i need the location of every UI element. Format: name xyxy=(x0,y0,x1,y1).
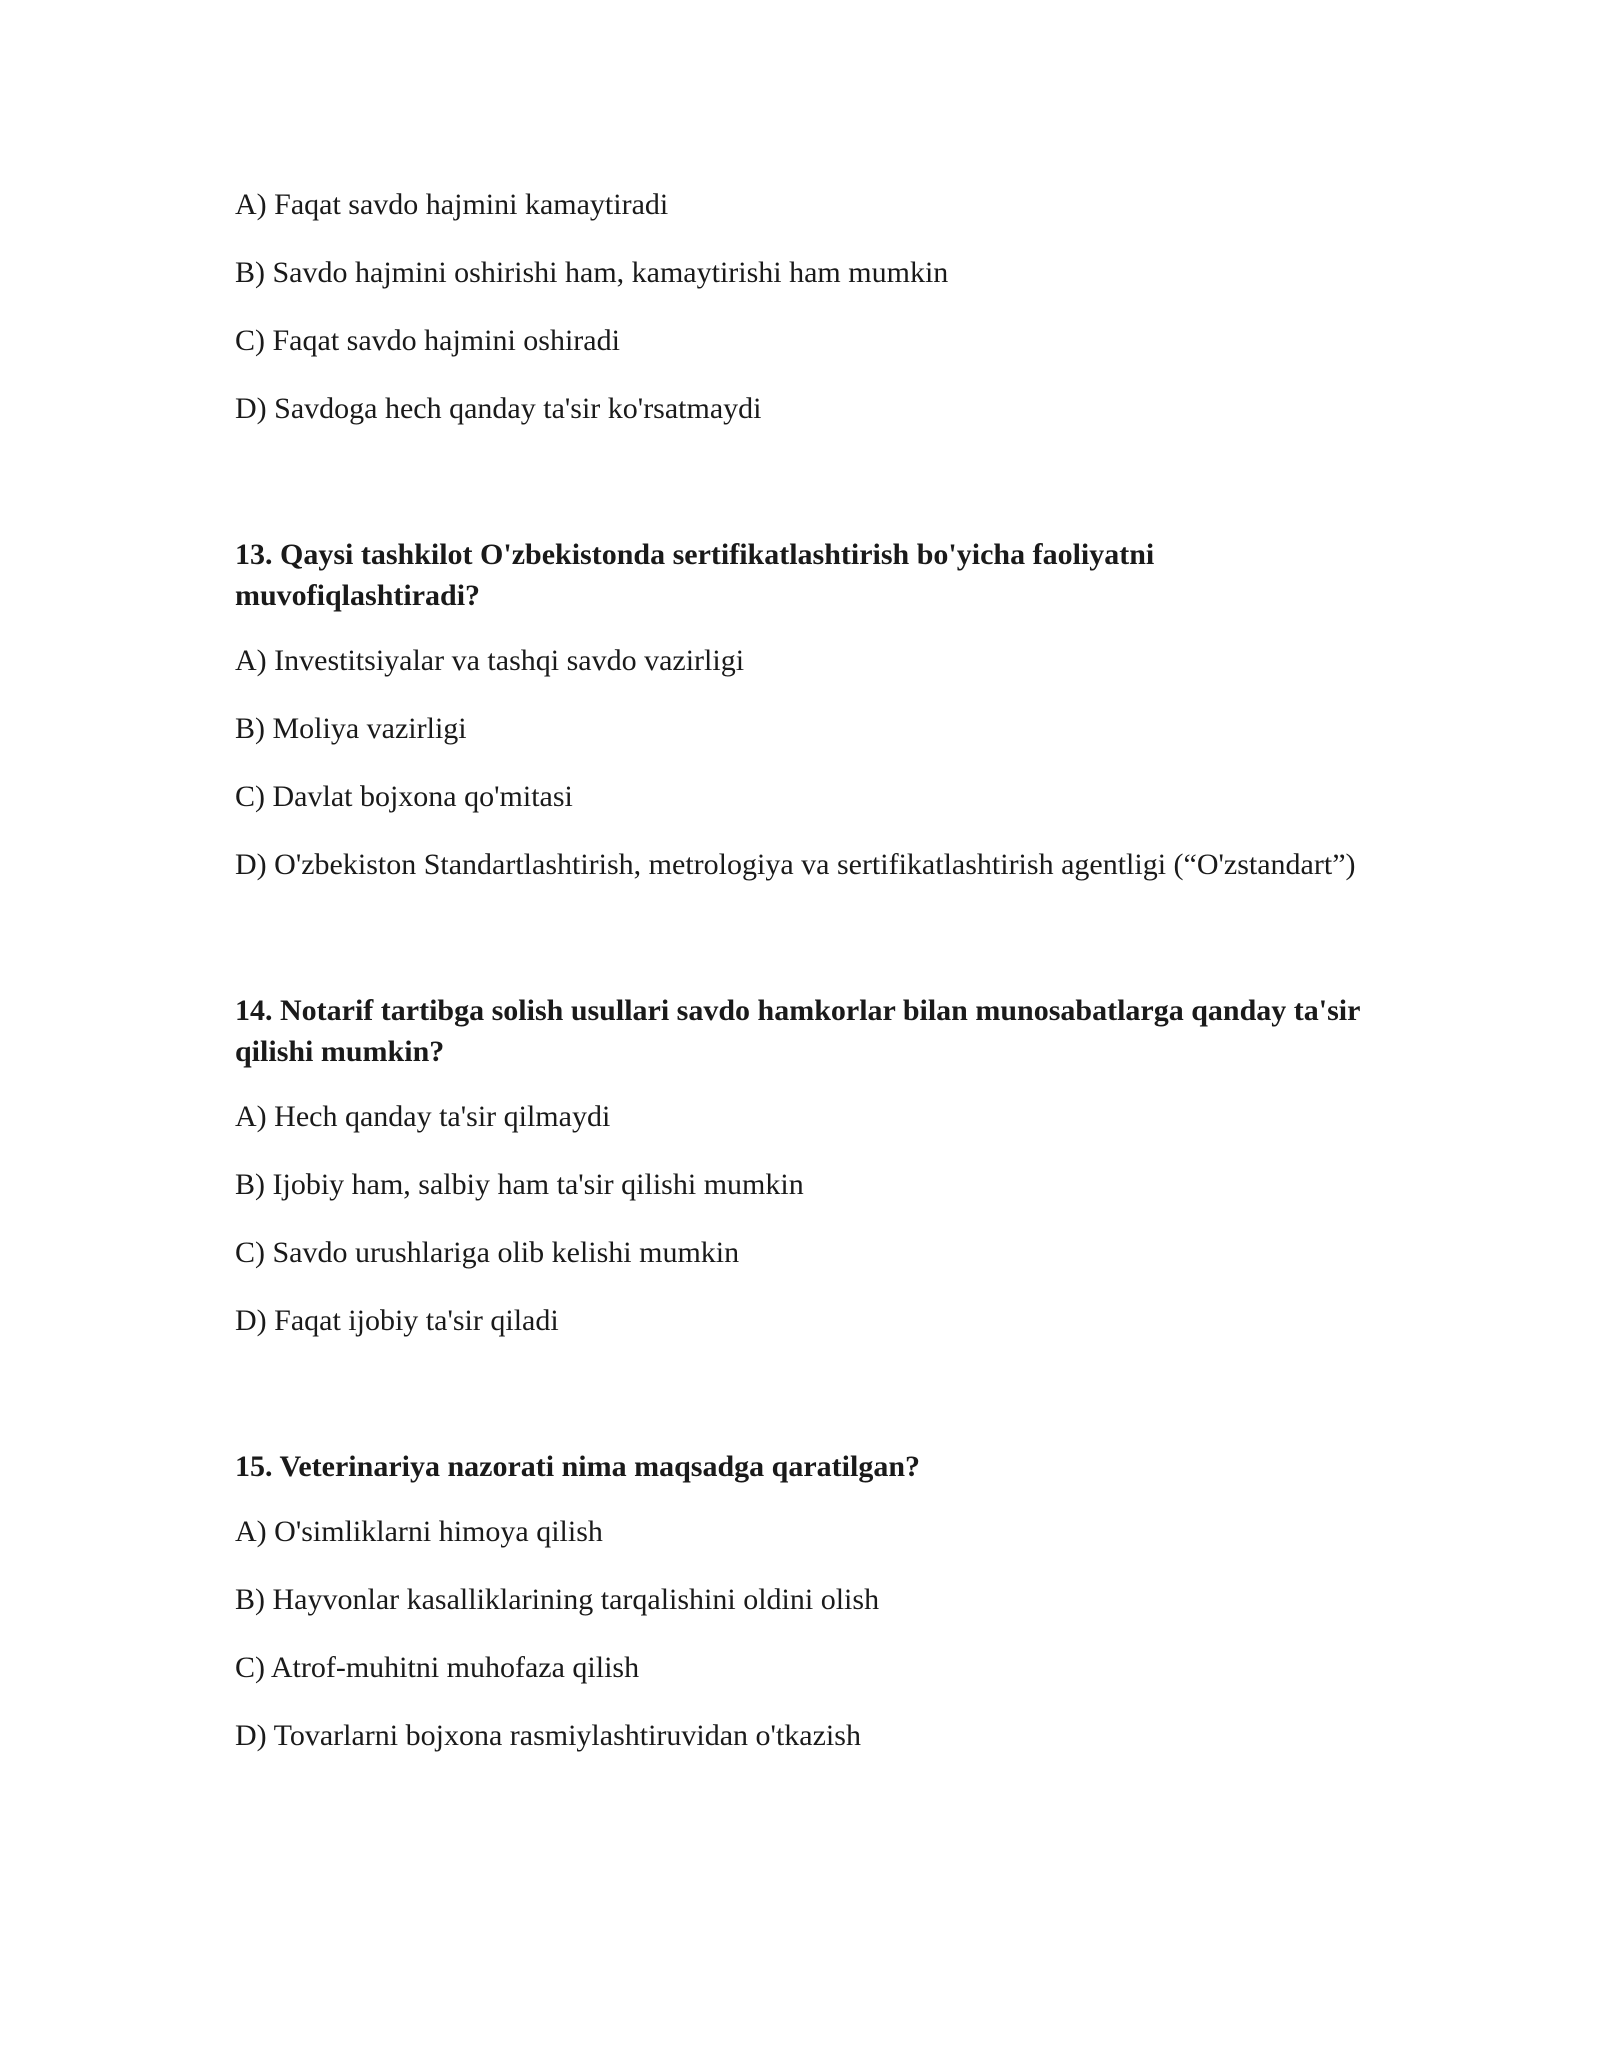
option-a: A) Hech qanday ta'sir qilmaydi xyxy=(235,1100,611,1133)
question-15 xyxy=(235,1446,1365,1756)
option-d: D) O'zbekiston Standartlashtirish, metrologiya va sertifikatlashtirish agentligi (“O'zstandart”) xyxy=(235,848,1356,881)
spacer xyxy=(235,912,1365,990)
spacer xyxy=(235,1368,1365,1446)
question-title: 13. Qaysi tashkilot O'zbekistonda sertifikatlashtirish bo'yicha faoliyatni muvofiqlashtiradi? xyxy=(235,538,1155,612)
option-b: B) Hayvonlar kasalliklarining tarqalishini oldini olish xyxy=(235,1583,880,1616)
option-b: B) Ijobiy ham, salbiy ham ta'sir qilishi mumkin xyxy=(235,1168,804,1201)
question-title: 14. Notarif tartibga solish usullari savdo hamkorlar bilan munosabatlarga qanday ta'sir qilishi mumkin? xyxy=(235,994,1360,1068)
page-content xyxy=(235,184,1365,1783)
option-c: C) Davlat bojxona qo'mitasi xyxy=(235,780,573,813)
option-d: D) Faqat ijobiy ta'sir qiladi xyxy=(235,1304,559,1337)
option-b: B) Moliya vazirligi xyxy=(235,712,467,745)
option-b: B) Savdo hajmini oshirishi ham, kamaytirishi ham mumkin xyxy=(235,256,949,289)
question-13 xyxy=(235,534,1365,885)
option-c: C) Savdo urushlariga olib kelishi mumkin xyxy=(235,1236,740,1269)
option-a: A) O'simliklarni himoya qilish xyxy=(235,1515,603,1548)
option-c: C) Atrof-muhitni muhofaza qilish xyxy=(235,1651,640,1684)
option-a: A) Faqat savdo hajmini kamaytiradi xyxy=(235,188,669,221)
option-d: D) Savdoga hech qanday ta'sir ko'rsatmaydi xyxy=(235,392,762,425)
question-title: 15. Veterinariya nazorati nima maqsadga qaratilgan? xyxy=(235,1450,921,1483)
question-14 xyxy=(235,990,1365,1341)
option-a: A) Investitsiyalar va tashqi savdo vazirligi xyxy=(235,644,745,677)
spacer xyxy=(235,456,1365,534)
option-d: D) Tovarlarni bojxona rasmiylashtiruvidan o'tkazish xyxy=(235,1719,861,1752)
option-c: C) Faqat savdo hajmini oshiradi xyxy=(235,324,620,357)
previous-question-options xyxy=(235,184,1365,429)
